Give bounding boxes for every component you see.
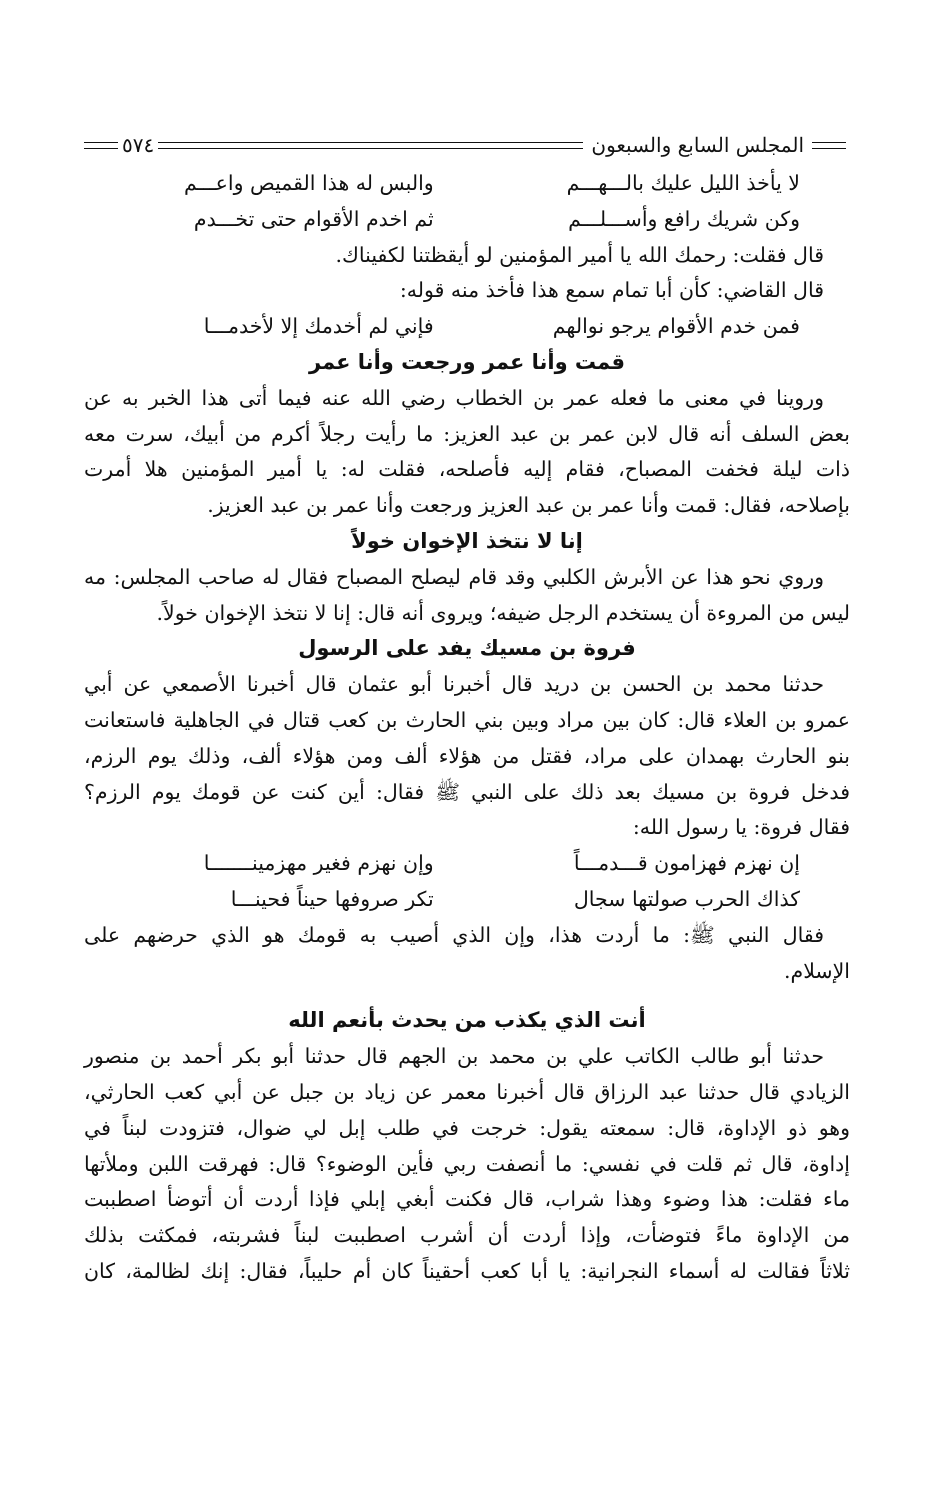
text-line: فدخل فروة بن مسيك بعد ذلك على النبي ﷺ فقال: أين كنت عن قومك يوم الرزم؟ xyxy=(84,779,850,804)
paragraph: قال القاضي: كأن أبا تمام سمع هذا فأخذ منه قوله: xyxy=(399,278,824,303)
verse-hemistich-first: إن نهزم فهزامون قـــدمـــاً xyxy=(573,851,800,876)
verse-hemistich-second: فإني لم أخدمك إلا لأخدمـــا xyxy=(203,314,434,339)
text-line: الزيادي قال حدثنا عبد الرزاق قال أخبرنا معمر عن زياد بن جبل عن أبي كعب الحارثي، xyxy=(84,1079,850,1104)
verse-hemistich-second: ثم اخدم الأقوام حتى تخـــدم xyxy=(193,206,434,231)
text-line: الإسلام. xyxy=(783,958,850,983)
text-line: ذات ليلة فخفت المصباح، فقام إليه فأصلحه، فقلت له: يا أمير المؤمنين هلا أمرت xyxy=(84,457,850,482)
page-number: ٥٧٤ xyxy=(122,133,155,157)
verse-line xyxy=(84,846,850,882)
text-line: بإصلاحه، فقال: قمت وأنا عمر بن عبد العزيز ورجعت وأنا عمر بن عبد العزيز. xyxy=(207,493,850,518)
section-heading: إنا لا نتخذ الإخوان خولاً xyxy=(351,528,583,553)
header-rule-right xyxy=(812,142,846,149)
verse-hemistich-first: وكن شريك رافع وأســـلـــم xyxy=(568,206,800,231)
verse-hemistich-first: فمن خدم الأقوام يرجو نوالهم xyxy=(552,314,800,339)
chapter-title: المجلس السابع والسبعون xyxy=(591,133,804,157)
text-line: فقال فروة: يا رسول الله: xyxy=(632,815,850,840)
text-line: وروينا في معنى ما فعله عمر بن الخطاب رضي الله عنه فيما أتى هذا الخبر به عن xyxy=(84,385,824,410)
section-heading: قمت وأنا عمر ورجعت وأنا عمر xyxy=(309,349,625,374)
verse-hemistich-second: وإن نهزم فغير مهزمينـــــــا xyxy=(203,851,434,876)
verse-hemistich-second: والبس له هذا القميص واعـــم xyxy=(184,171,434,195)
running-header xyxy=(80,130,850,160)
page-body xyxy=(84,166,850,1290)
text-line: وروي نحو هذا عن الأبرش الكلبي وقد قام ليصلح المصباح فقال له صاحب المجلس: مه xyxy=(84,564,824,589)
text-line: حدثنا أبو طالب الكاتب علي بن محمد بن الجهم قال حدثنا أبو بكر أحمد بن منصور xyxy=(84,1044,824,1069)
text-line: إداوة، قال ثم قلت في نفسي: ما أنصفت ربي فأين الوضوء؟ قال: فهرقت اللبن وملأتها xyxy=(84,1151,850,1176)
verse-hemistich-first: لا يأخذ الليل عليك بالـــهـــم xyxy=(566,171,800,195)
verse-line xyxy=(84,309,850,345)
text-line: حدثنا محمد بن الحسن بن دريد قال أخبرنا أبو عثمان قال أخبرنا الأصمعي عن أبي xyxy=(84,672,824,697)
header-rule-left xyxy=(84,142,118,149)
section-heading: فروة بن مسيك يفد على الرسول xyxy=(298,636,636,661)
text-line: ليس من المروءة أن يستخدم الرجل ضيفه؛ ويروى أنه قال: إنا لا نتخذ الإخوان خولاً. xyxy=(156,600,850,625)
paragraph: قال فقلت: رحمك الله يا أمير المؤمنين لو أيقظتنا لكفيناك. xyxy=(335,242,824,267)
text-line: ثلاثاً فقالت له أسماء النجرانية: يا أبا كعب أحقيناً كان أم حليباً، فقال: إنك لظالمة، كان xyxy=(84,1258,850,1283)
verse-hemistich-first: كذاك الحرب صولتها سجال xyxy=(573,886,800,911)
verse-hemistich-second: تكر صروفها حيناً فحينـــا xyxy=(230,886,434,911)
section-heading: أنت الذي يكذب من يحدث بأنعم الله xyxy=(288,1008,646,1033)
text-line: فقال النبي ﷺ: ما أردت هذا، وإن الذي أصيب به قومك هو الذي حرضهم على xyxy=(84,922,824,947)
verse-line xyxy=(84,882,850,918)
verse-line xyxy=(84,166,850,202)
text-line: بنو الحارث بهمدان على مراد، فقتل من هؤلاء ألف ومن هؤلاء ألف، وذلك يوم الرزم، xyxy=(84,743,850,768)
text-line: عمرو بن العلاء قال: كان بين مراد وبين بني الحارث بن كعب قتال في الجاهلية فاستعانت xyxy=(84,707,850,732)
text-line: من الإداوة ماءً فتوضأت، وإذا أردت أن أشرب اصطببت لبناً فشربته، فمكثت بذلك xyxy=(84,1223,850,1248)
text-line: بعض السلف أنه قال لابن عمر بن عبد العزيز: ما رأيت رجلاً أكرم من أبيك، سرت معه xyxy=(84,421,850,446)
verse-line xyxy=(84,202,850,238)
spacer xyxy=(84,989,850,1003)
header-rule-middle xyxy=(158,142,583,149)
text-line: ماء فقلت: هذا وضوء وهذا شراب، قال فكنت أبغي إبلي فإذا أردت أن أتوضأ اصطببت xyxy=(84,1187,850,1212)
text-line: وهو ذو الإداوة، قال: سمعته يقول: خرجت في طلب إبل لي ضوال، فتزودت لبناً في xyxy=(84,1115,850,1140)
